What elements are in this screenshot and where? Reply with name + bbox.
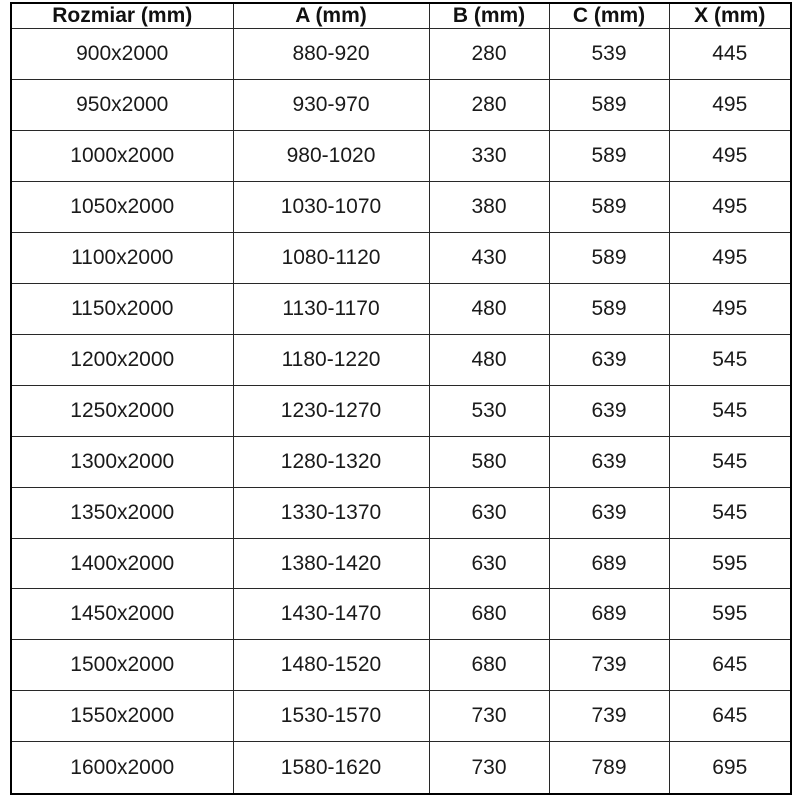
table-cell: 680 (429, 640, 549, 691)
table-cell: 689 (549, 589, 669, 640)
table-cell: 639 (549, 385, 669, 436)
table-cell: 495 (669, 79, 791, 130)
table-cell: 589 (549, 181, 669, 232)
header-cell: X (mm) (669, 3, 791, 29)
table-row (11, 538, 791, 589)
table-cell: 1180-1220 (233, 334, 429, 385)
table-cell: 445 (669, 29, 791, 80)
table-cell: 645 (669, 691, 791, 742)
table-cell: 539 (549, 29, 669, 80)
table-cell: 595 (669, 589, 791, 640)
table-cell: 1200x2000 (11, 334, 233, 385)
table-row (11, 487, 791, 538)
table-cell: 280 (429, 29, 549, 80)
table-cell: 589 (549, 130, 669, 181)
table-cell: 1380-1420 (233, 538, 429, 589)
table-cell: 530 (429, 385, 549, 436)
size-specification-table (10, 2, 792, 795)
table-cell: 495 (669, 181, 791, 232)
table-cell: 1500x2000 (11, 640, 233, 691)
table-cell: 480 (429, 283, 549, 334)
table-cell: 1030-1070 (233, 181, 429, 232)
table-row (11, 385, 791, 436)
table-cell: 980-1020 (233, 130, 429, 181)
table-cell: 880-920 (233, 29, 429, 80)
table-cell: 1580-1620 (233, 742, 429, 794)
table-cell: 950x2000 (11, 79, 233, 130)
table-row (11, 334, 791, 385)
table-row (11, 181, 791, 232)
table-cell: 589 (549, 232, 669, 283)
table-cell: 380 (429, 181, 549, 232)
table-cell: 1330-1370 (233, 487, 429, 538)
table-cell: 1150x2000 (11, 283, 233, 334)
table-cell: 630 (429, 538, 549, 589)
table-cell: 639 (549, 487, 669, 538)
table-cell: 680 (429, 589, 549, 640)
table-cell: 589 (549, 79, 669, 130)
size-specification-table-wrap (10, 2, 790, 795)
table-row (11, 130, 791, 181)
table-cell: 730 (429, 691, 549, 742)
header-cell: A (mm) (233, 3, 429, 29)
table-cell: 1300x2000 (11, 436, 233, 487)
table-cell: 639 (549, 436, 669, 487)
table-cell: 1250x2000 (11, 385, 233, 436)
table-cell: 1350x2000 (11, 487, 233, 538)
table-cell: 1280-1320 (233, 436, 429, 487)
table-cell: 495 (669, 130, 791, 181)
table-cell: 430 (429, 232, 549, 283)
table-row (11, 589, 791, 640)
table-cell: 639 (549, 334, 669, 385)
table-cell: 1550x2000 (11, 691, 233, 742)
table-cell: 689 (549, 538, 669, 589)
table-cell: 495 (669, 283, 791, 334)
table-cell: 495 (669, 232, 791, 283)
table-row (11, 640, 791, 691)
table-cell: 1230-1270 (233, 385, 429, 436)
table-cell: 739 (549, 640, 669, 691)
table-cell: 545 (669, 334, 791, 385)
table-row (11, 79, 791, 130)
table-cell: 789 (549, 742, 669, 794)
table-body (11, 29, 791, 795)
table-row (11, 232, 791, 283)
table-cell: 595 (669, 538, 791, 589)
table-cell: 545 (669, 436, 791, 487)
table-cell: 1600x2000 (11, 742, 233, 794)
header-cell: C (mm) (549, 3, 669, 29)
table-cell: 545 (669, 487, 791, 538)
table-cell: 1050x2000 (11, 181, 233, 232)
table-cell: 545 (669, 385, 791, 436)
table-cell: 739 (549, 691, 669, 742)
table-cell: 589 (549, 283, 669, 334)
table-cell: 1480-1520 (233, 640, 429, 691)
table-cell: 280 (429, 79, 549, 130)
table-cell: 695 (669, 742, 791, 794)
table-cell: 1530-1570 (233, 691, 429, 742)
table-cell: 1400x2000 (11, 538, 233, 589)
table-row (11, 29, 791, 80)
table-row (11, 691, 791, 742)
table-cell: 1000x2000 (11, 130, 233, 181)
table-cell: 330 (429, 130, 549, 181)
table-row (11, 283, 791, 334)
table-cell: 730 (429, 742, 549, 794)
table-row (11, 742, 791, 794)
table-cell: 630 (429, 487, 549, 538)
table-cell: 1450x2000 (11, 589, 233, 640)
table-cell: 1130-1170 (233, 283, 429, 334)
table-cell: 480 (429, 334, 549, 385)
table-cell: 1100x2000 (11, 232, 233, 283)
table-cell: 1430-1470 (233, 589, 429, 640)
table-header (11, 3, 791, 29)
table-cell: 645 (669, 640, 791, 691)
header-cell: B (mm) (429, 3, 549, 29)
table-cell: 1080-1120 (233, 232, 429, 283)
table-cell: 930-970 (233, 79, 429, 130)
header-row (11, 3, 791, 29)
header-cell: Rozmiar (mm) (11, 3, 233, 29)
table-cell: 580 (429, 436, 549, 487)
table-cell: 900x2000 (11, 29, 233, 80)
table-row (11, 436, 791, 487)
